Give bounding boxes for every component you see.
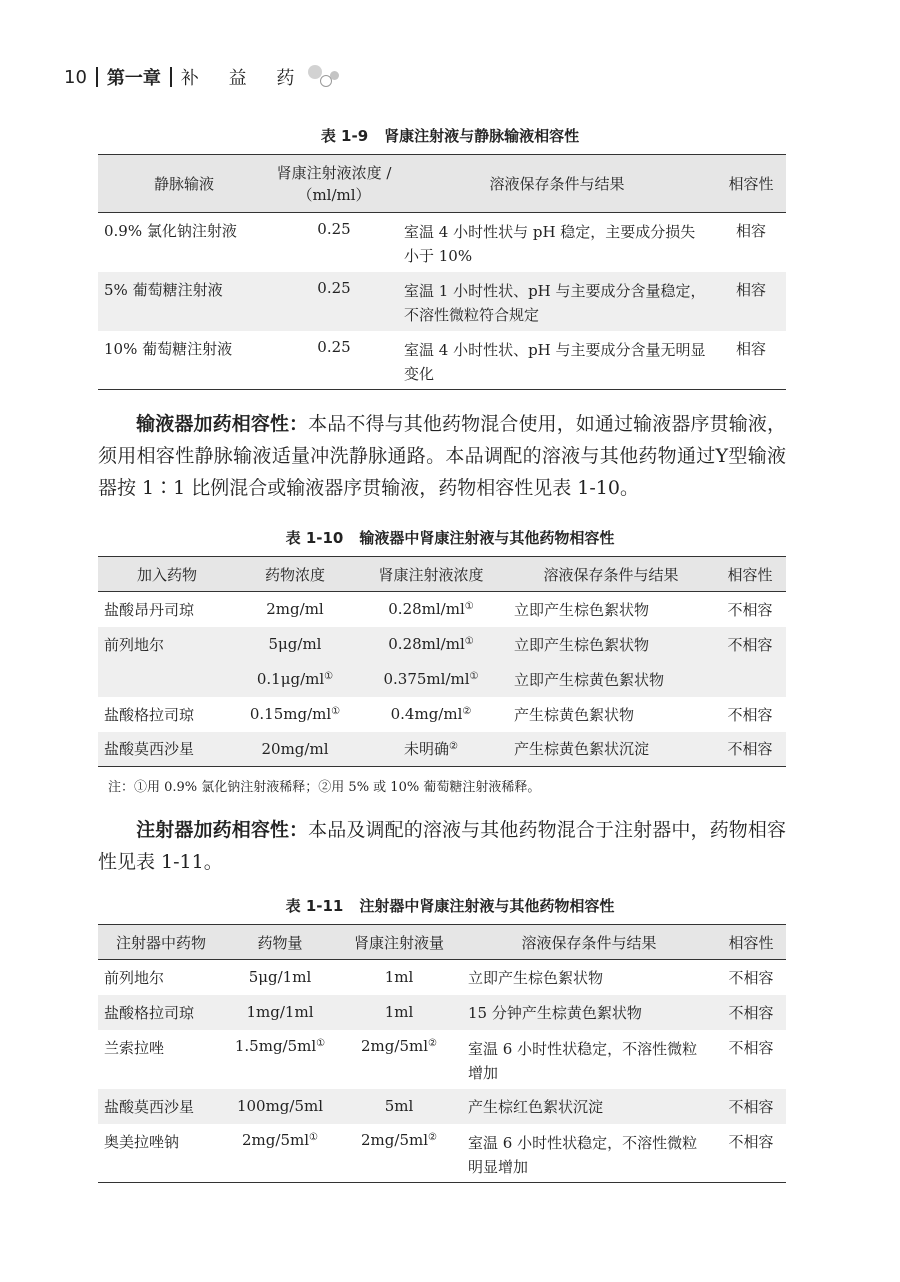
- table-title: 肾康注射液与静脉输液相容性: [384, 127, 580, 145]
- table-cell: 0.25: [317, 337, 351, 356]
- table-cell: 相容: [735, 222, 766, 240]
- table-cell: 立即产生棕色絮状物: [514, 600, 650, 619]
- page-number: 10: [64, 66, 87, 88]
- table-cell: 2mg/5ml①: [242, 1130, 318, 1149]
- footnote-mark: ②: [428, 1037, 437, 1049]
- table-caption: [0, 527, 900, 548]
- table-cell: 2mg/5ml②: [361, 1036, 437, 1055]
- column-header: 相容性: [716, 155, 786, 213]
- table-cell: 0.4mg/ml②: [390, 705, 472, 723]
- table-cell: 室温 6 小时性状稳定，不溶性微粒明显增加: [468, 1133, 698, 1176]
- paragraph-text: 本品不得与其他药物混合使用，如通过输液器序贯输液，须用相容性静脉输液适量冲洗静脉通路。本品调配的溶液与其他药物通过Y型输液器按 1∶1 比例混合或输液器序贯输液，药物相容性见表 1-10。: [98, 413, 786, 499]
- header-divider: [170, 67, 172, 87]
- table-row: [98, 331, 786, 390]
- table-cell: 不相容: [728, 968, 774, 987]
- table-cell: 0.1μg/ml①: [236, 662, 354, 697]
- table-cell: 盐酸昂丹司琼: [104, 600, 195, 619]
- header-divider: [96, 67, 98, 87]
- column-header: 注射器中药物: [98, 925, 224, 960]
- table-number: 表 1-9: [320, 127, 369, 145]
- table-row: [98, 627, 786, 662]
- column-header: 溶液保存条件与结果: [462, 925, 716, 960]
- table-row: [98, 960, 786, 995]
- table-cell: 5ml: [336, 1089, 462, 1124]
- table-cell: 1.5mg/5ml①: [234, 1036, 326, 1055]
- compatibility-table-1-11: [98, 924, 786, 1183]
- body-paragraph: [98, 814, 786, 878]
- footnote-mark: ①: [316, 1037, 326, 1049]
- table-cell: 1ml: [384, 968, 414, 987]
- table-cell: 0.25: [270, 272, 398, 331]
- chapter-title: 第一章: [106, 68, 161, 89]
- footnote-mark: ①: [324, 671, 334, 682]
- footnote-mark: ①: [464, 636, 474, 647]
- table-cell: 0.28ml/ml①: [354, 627, 508, 662]
- column-header: 溶液保存条件与结果: [508, 557, 714, 592]
- table-cell: 盐酸莫西沙星: [98, 732, 236, 767]
- table-caption: [0, 895, 900, 916]
- paragraph-lead: 注射器加药相容性：: [136, 819, 309, 841]
- section-title: 补 益 药: [180, 68, 307, 89]
- table-cell: 不相容: [727, 705, 773, 724]
- table-cell: 立即产生棕黄色絮状物: [508, 662, 714, 697]
- column-header: 相容性: [714, 557, 786, 592]
- column-header: 肾康注射液浓度: [354, 557, 508, 592]
- table-cell: 1ml: [336, 995, 462, 1030]
- table-row: [98, 213, 786, 272]
- table-row: [98, 662, 786, 697]
- column-header: 药物浓度: [236, 557, 354, 592]
- table-cell: 5μg/1ml: [248, 968, 312, 987]
- table-cell: [714, 662, 786, 697]
- paragraph-lead: 输液器加药相容性：: [136, 413, 309, 435]
- table-cell: [98, 662, 236, 697]
- table-cell: 100mg/5ml: [224, 1089, 336, 1124]
- table-cell: 兰索拉唑: [104, 1038, 165, 1057]
- compatibility-table-1-9: [98, 154, 786, 390]
- table-cell: 立即产生棕色絮状物: [468, 968, 604, 987]
- table-title: 注射器中肾康注射液与其他药物相容性: [359, 897, 615, 915]
- footnote-mark: ②: [428, 1131, 437, 1143]
- footnote-mark: ①: [331, 706, 341, 717]
- table-cell: 15 分钟产生棕黄色絮状物: [462, 995, 716, 1030]
- table-row: [98, 1030, 786, 1089]
- table-cell: 前列地尔: [98, 627, 236, 662]
- table-cell: 盐酸格拉司琼: [98, 995, 224, 1030]
- table-cell: 0.375ml/ml①: [354, 662, 508, 697]
- column-header: 药物量: [224, 925, 336, 960]
- table-cell: 产生棕红色絮状沉淀: [462, 1089, 716, 1124]
- table-cell: 室温 4 小时性状与 pH 稳定，主要成分损失小于 10%: [404, 223, 696, 265]
- footnote-mark: ②: [449, 741, 458, 753]
- table-row: [98, 272, 786, 331]
- column-header: 溶液保存条件与结果: [398, 155, 716, 213]
- table-cell: 前列地尔: [104, 968, 165, 987]
- table-title: 输液器中肾康注射液与其他药物相容性: [359, 529, 615, 547]
- table-cell: 20mg/ml: [236, 732, 354, 767]
- footnote-mark: ①: [309, 1131, 318, 1143]
- table-cell: 0.25: [317, 220, 351, 238]
- table-footnote: 注：①用 0.9% 氯化钠注射液稀释；②用 5% 或 10% 葡萄糖注射液稀释。: [108, 780, 541, 795]
- table-cell: 不相容: [716, 1089, 786, 1124]
- table-cell: 产生棕黄色絮状物: [514, 705, 635, 724]
- table-cell: 相容: [735, 339, 766, 358]
- footnote-mark: ①: [464, 601, 474, 613]
- table-cell: 不相容: [714, 627, 786, 662]
- table-cell: 2mg/5ml②: [361, 1130, 437, 1149]
- column-header: 肾康注射液量: [336, 925, 462, 960]
- body-paragraph: [98, 408, 786, 504]
- table-cell: 立即产生棕色絮状物: [508, 627, 714, 662]
- decorative-dots-icon: [308, 63, 348, 91]
- table-row: [98, 697, 786, 732]
- column-header: 相容性: [716, 925, 786, 960]
- table-cell: 产生棕黄色絮状沉淀: [508, 732, 714, 767]
- table-cell: 2mg/ml: [266, 600, 324, 619]
- table-cell: 不相容: [714, 732, 786, 767]
- table-caption: [0, 125, 900, 146]
- table-cell: 不相容: [716, 995, 786, 1030]
- running-header: [64, 64, 348, 90]
- table-row: [98, 1089, 786, 1124]
- table-row: [98, 592, 786, 627]
- table-cell: 10% 葡萄糖注射液: [104, 339, 233, 358]
- table-cell: 盐酸莫西沙星: [98, 1089, 224, 1124]
- table-cell: 不相容: [728, 1132, 774, 1151]
- table-cell: 盐酸格拉司琼: [104, 705, 195, 724]
- table-cell: 室温 1 小时性状、pH 与主要成分含量稳定，不溶性微粒符合规定: [398, 272, 716, 331]
- footnote-mark: ②: [462, 706, 472, 717]
- paragraph-text: 本品及调配的溶液与其他药物混合于注射器中，药物相容性见表 1-11。: [98, 819, 786, 873]
- column-header: 肾康注射液浓度 /（ml/ml）: [270, 155, 398, 213]
- table-number: 表 1-10: [285, 529, 344, 547]
- table-cell: 不相容: [727, 600, 773, 619]
- table-cell: 0.9% 氯化钠注射液: [104, 222, 237, 240]
- table-cell: 1mg/1ml: [224, 995, 336, 1030]
- table-cell: 0.28ml/ml①: [388, 600, 474, 619]
- table-number: 表 1-11: [285, 897, 344, 915]
- footnote-mark: ①: [469, 671, 479, 682]
- table-cell: 5% 葡萄糖注射液: [98, 272, 270, 331]
- column-header: 加入药物: [98, 557, 236, 592]
- table-cell: 奥美拉唑钠: [104, 1132, 180, 1151]
- table-cell: 0.15mg/ml①: [249, 705, 341, 723]
- table-row: [98, 1124, 786, 1183]
- table-cell: 室温 4 小时性状、pH 与主要成分含量无明显变化: [404, 340, 706, 383]
- table-cell: 不相容: [728, 1038, 774, 1057]
- table-row: [98, 995, 786, 1030]
- table-cell: 5μg/ml: [236, 627, 354, 662]
- column-header: 静脉输液: [98, 155, 270, 213]
- table-cell: 室温 6 小时性状稳定，不溶性微粒增加: [468, 1039, 698, 1082]
- table-row: [98, 732, 786, 767]
- table-cell: 未明确②: [354, 732, 508, 767]
- compatibility-table-1-10: [98, 556, 786, 767]
- table-cell: 相容: [716, 272, 786, 331]
